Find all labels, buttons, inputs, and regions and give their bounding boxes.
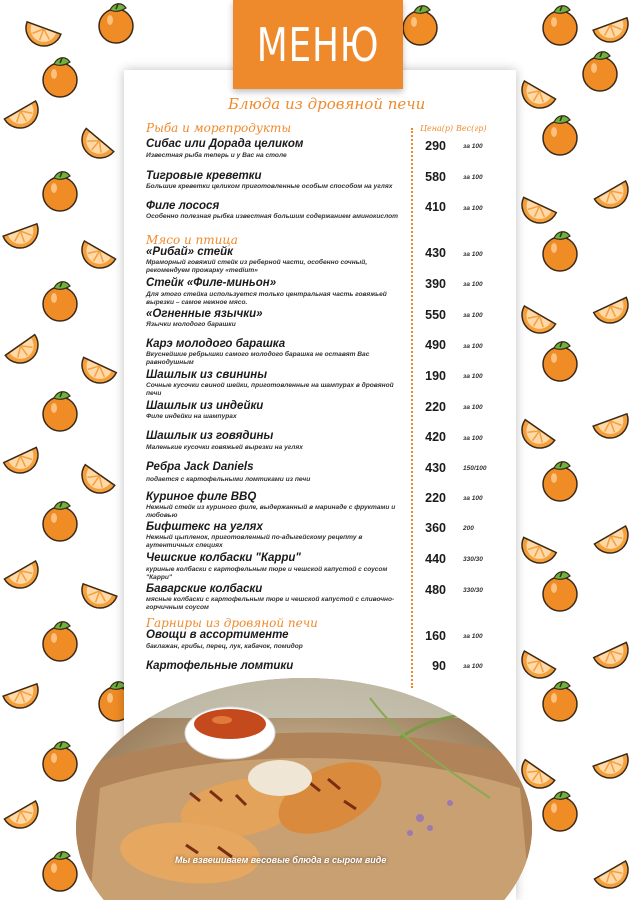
menu-item-price: 550 [425,308,446,322]
menu-item-desc: Известная рыба теперь и у Вас на столе [146,152,287,159]
menu-item-desc: Особенно полезная рыбка известная большим содержанием аминокислот [146,213,399,220]
column-price-header: Цена(р) [420,124,454,133]
menu-item-name: Картофельные ломтики [146,660,294,672]
menu-subtitle: Блюда из дровяной печи [228,95,426,113]
menu-item-name: «Рибай» стейк [146,246,233,258]
menu-item-weight: 330/30 [463,556,483,563]
menu-item-price: 390 [425,277,446,291]
menu-item-price: 220 [425,491,446,505]
menu-item-name: Сибас или Дорада целиком [146,138,304,150]
menu-item-weight: 200 [463,525,474,532]
menu-item-name: Филе лосося [146,200,220,212]
menu-item-name: Шашлык из свинины [146,369,268,381]
menu-item-desc: Для этого стейка используется только центральная часть говяжьей вырезки – самое нежное мясо. [146,291,387,306]
column-weight-header: Вес(гр) [456,124,487,133]
menu-item-name: Овощи в ассортименте [146,629,289,641]
menu-item-name: Стейк «Филе-миньон» [146,277,277,289]
menu-item-name: «Огненные язычки» [146,308,263,320]
menu-item-weight: 150/100 [463,465,487,472]
menu-item-desc: Нежный цыпленок, приготовленный по-адыгейскому рецепту в аутентичных специях [146,534,363,549]
menu-item-weight: за 100 [463,343,483,350]
menu-item-name: Бифштекс на углях [146,521,263,533]
menu-item-name: Тигровые креветки [146,170,262,182]
header-tab [233,0,403,89]
menu-item-weight: за 100 [463,495,483,502]
menu-item-price: 580 [425,170,446,184]
menu-item-desc: Маленькие кусочки говяжьей вырезки на углях [146,444,303,451]
menu-item-weight: за 100 [463,174,483,181]
menu-item-desc: Язычки молодого барашки [146,321,236,328]
menu-item-desc: Большие креветки целиком приготовленные особым способом на углях [146,183,393,190]
menu-item-price: 220 [425,400,446,414]
menu-item-price: 410 [425,200,446,214]
menu-item-name: Ребра Jack Daniels [146,461,254,473]
menu-item-desc: Сочные кусочки свиной шейки, приготовленные на шампурах в дровяной печи [146,382,394,397]
section-meat: Мясо и птица [146,233,238,247]
menu-item-weight: за 100 [463,312,483,319]
section-sides: Гарниры из дровяной печи [146,616,318,630]
menu-item-weight: за 100 [463,281,483,288]
menu-item-price: 430 [425,246,446,260]
menu-item-name: Карэ молодого барашка [146,338,286,350]
menu-item-weight: за 100 [463,633,483,640]
menu-item-desc: куриные колбаски с картофельным пюре и чешской капустой с соусом "Карри" [146,566,388,581]
menu-item-desc: баклажан, грибы, перец, лук, кабачок, помидор [146,643,303,650]
menu-item-weight: за 100 [463,251,483,258]
menu-item-price: 360 [425,521,446,535]
menu-item-name: Шашлык из говядины [146,430,274,442]
footer-note: Мы взвешиваем весовые блюда в сыром виде [175,855,387,865]
menu-item-price: 440 [425,552,446,566]
menu-item-price: 290 [425,139,446,153]
menu-item-price: 190 [425,369,446,383]
food-photo [70,678,538,900]
menu-item-price: 430 [425,461,446,475]
menu-item-name: Чешские колбаски "Карри" [146,552,301,564]
column-divider [411,128,413,688]
menu-item-price: 420 [425,430,446,444]
menu-item-desc: Нежный стейк из куриного филе, выдержанный в маринаде с фруктами и любовью [146,504,396,519]
menu-item-name: Куриное филе BBQ [146,491,257,503]
menu-item-weight: за 100 [463,373,483,380]
menu-item-price: 90 [432,659,446,673]
menu-item-desc: Филе индейки на шампурах [146,413,237,420]
menu-item-desc: Мраморный говяжий стейк из реберной части, особенно сочный, рекомендуем прожарку «medium» [146,259,368,274]
menu-item-weight: за 100 [463,205,483,212]
menu-item-name: Шашлык из индейки [146,400,264,412]
menu-item-price: 480 [425,583,446,597]
menu-item-name: Баварские колбаски [146,583,263,595]
section-fish: Рыба и морепродукты [146,121,292,135]
menu-item-weight: за 100 [463,143,483,150]
menu-item-desc: подается с картофельными ломтиками из печи [146,476,311,483]
menu-item-desc: Вкуснейшие ребрышки самого молодого барашка не оставят Вас равнодушным [146,351,370,366]
menu-item-weight: за 100 [463,663,483,670]
menu-item-weight: за 100 [463,435,483,442]
page-title: МЕНЮ [256,18,380,72]
menu-item-price: 490 [425,338,446,352]
menu-item-desc: мясные колбаски с картофельным пюре и чешской капустой с сливочно-горчичным соусом [146,596,395,611]
menu-item-weight: за 100 [463,404,483,411]
menu-item-weight: 330/30 [463,587,483,594]
menu-item-price: 160 [425,629,446,643]
